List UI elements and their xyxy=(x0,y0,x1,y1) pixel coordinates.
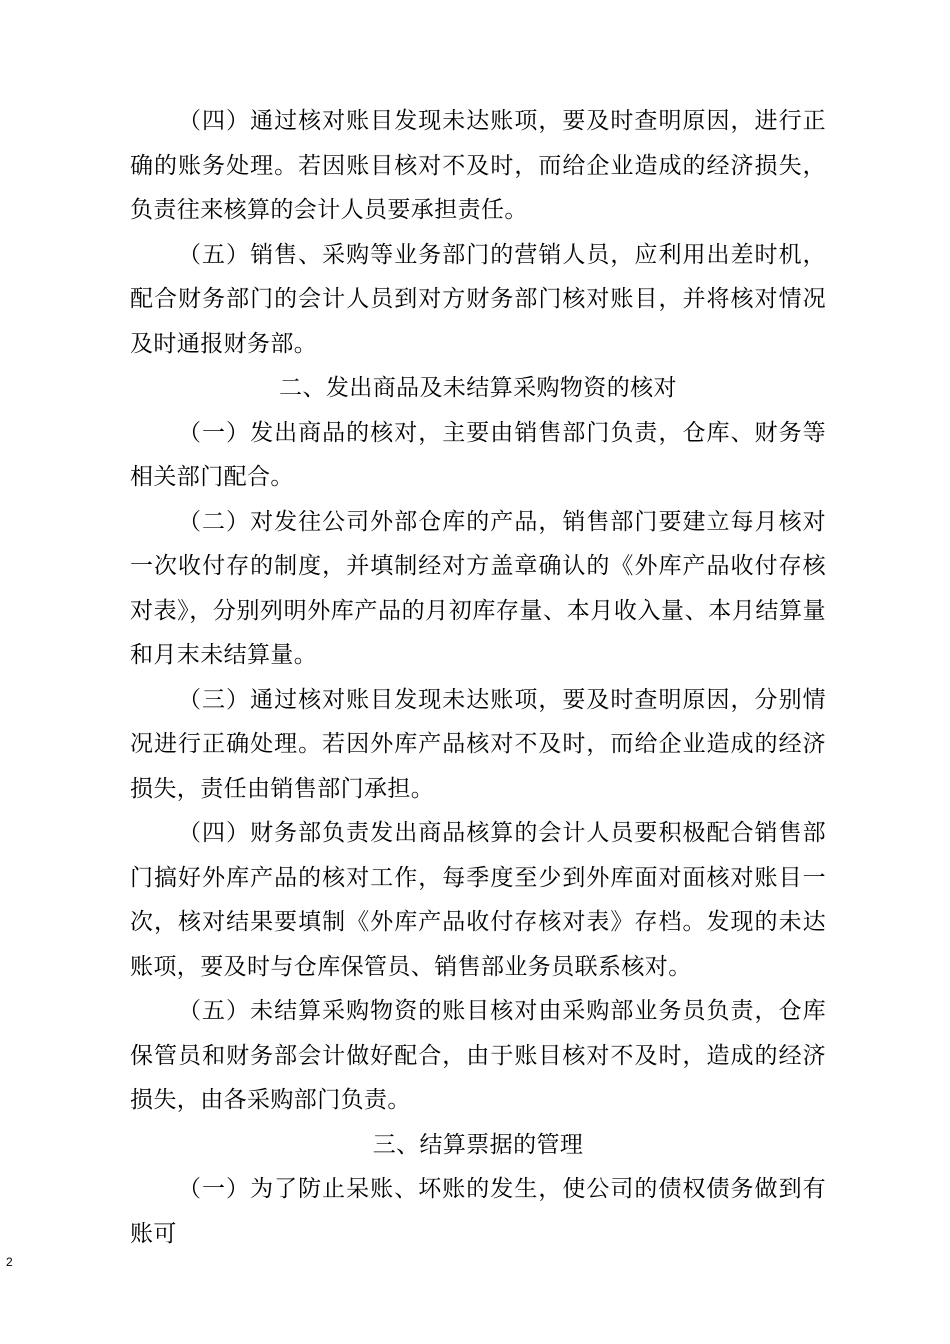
paragraph-one-shipped-goods: （一）发出商品的核对，主要由销售部门负责，仓库、财务等相关部门配合。 xyxy=(130,419,826,490)
section-heading-three: 三、结算票据的管理 xyxy=(372,1131,584,1158)
paragraph-five-unsettled-purchases: （五）未结算采购物资的账目核对由采购部业务员负责，仓库保管员和财务部会计做好配合，由于账目核对不及时，造成的经济损失，由各采购部门负责。 xyxy=(130,998,826,1113)
paragraph-four-reconciliation: （四）通过核对账目发现未达账项，要及时查明原因，进行正确的账务处理。若因账目核对不及时，而给企业造成的经济损失，负责往来核算的会计人员要承担责任。 xyxy=(130,108,826,223)
section-heading-two: 二、发出商品及未结算采购物资的核对 xyxy=(279,375,677,401)
paragraph-three-outstanding-items: （三）通过核对账目发现未达账项，要及时查明原因，分别情况进行正确处理。若因外库产品核对不及时，而给企业造成的经济损失，责任由销售部门承担。 xyxy=(130,686,826,802)
paragraph-one-bad-debt: （一）为了防止呆账、坏账的发生，使公司的债权债务做到有账可 xyxy=(130,1176,826,1247)
paragraph-five-sales-staff: （五）销售、采购等业务部门的营销人员，应利用出差时机，配合财务部门的会计人员到对方财务部门核对账目，并将核对情况及时通报财务部。 xyxy=(130,241,826,357)
page-number: 2 xyxy=(6,1255,13,1269)
paragraph-four-finance-dept: （四）财务部负责发出商品核算的会计人员要积极配合销售部门搞好外库产品的核对工作，每季度至少到外库面对面核对账目一次，核对结果要填制《外库产品收付存核对表》存档。发现的未达账项，要及时与仓库保管员、销售部业务员联系核对。 xyxy=(130,820,826,980)
paragraph-two-external-warehouse: （二）对发往公司外部仓库的产品，销售部门要建立每月核对一次收付存的制度，并填制经对方盖章确认的《外库产品收付存核对表》，分别列明外库产品的月初库存量、本月收入量、本月结算量和月末未结算量。 xyxy=(130,508,826,668)
document-body xyxy=(130,99,826,1256)
